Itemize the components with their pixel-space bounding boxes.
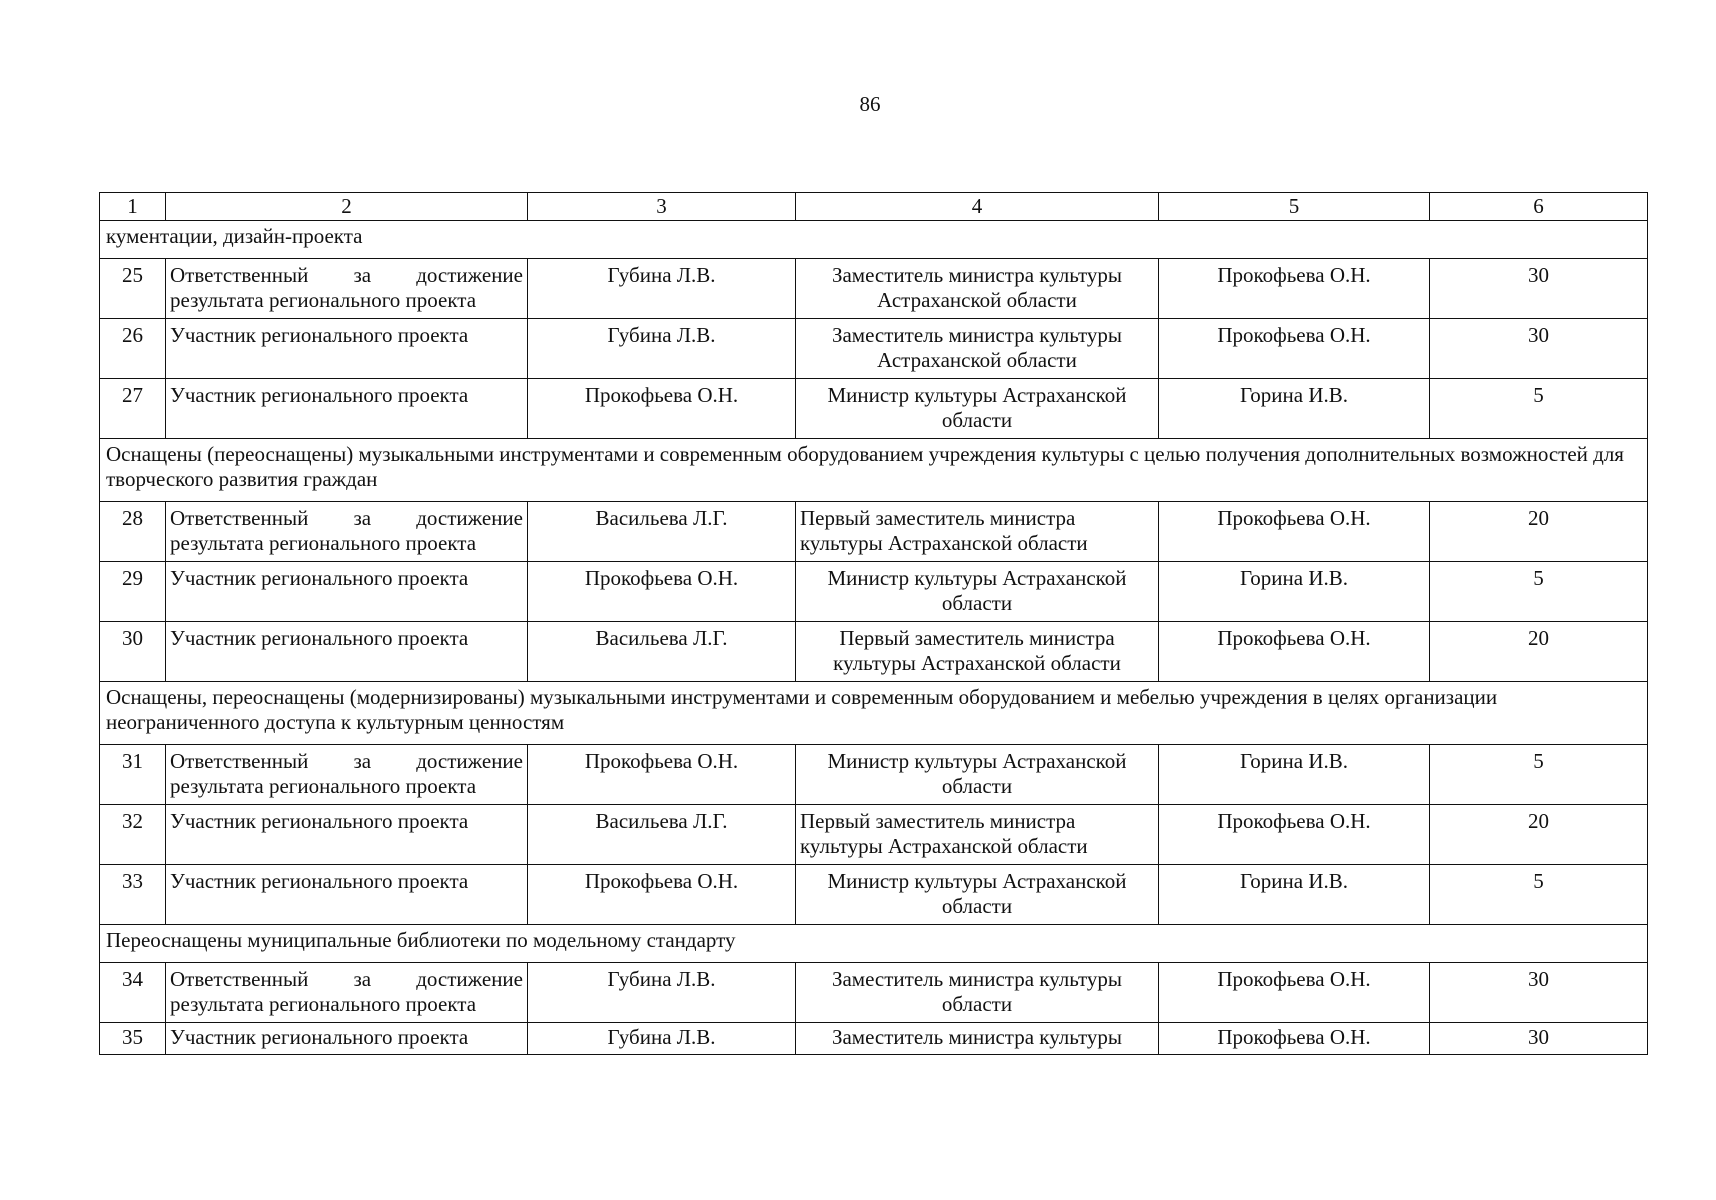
table-row [100,622,1648,682]
share-value: 20 [1430,805,1648,865]
role-cell: Участник регионального проекта [166,379,528,439]
position-cell: Первый заместитель министра культуры Астраханской области [796,502,1159,562]
table-row [100,805,1648,865]
responsible-name: Васильева Л.Г. [528,622,796,682]
table-row [100,259,1648,319]
supervisor-name: Прокофьева О.Н. [1159,805,1430,865]
supervisor-name: Прокофьева О.Н. [1159,259,1430,319]
responsible-name: Прокофьева О.Н. [528,562,796,622]
row-number: 27 [100,379,166,439]
header-cell: 3 [528,193,796,221]
table-row [100,502,1648,562]
section-title: кументации, дизайн-проекта [100,221,1648,259]
responsible-name: Губина Л.В. [528,319,796,379]
role-cell: Участник регионального проекта [166,622,528,682]
share-value: 5 [1430,865,1648,925]
responsible-name: Губина Л.В. [528,963,796,1023]
role-cell: Участник регионального проекта [166,319,528,379]
header-cell: 2 [166,193,528,221]
role-cell: Участник регионального проекта [166,562,528,622]
role-cell: Участник регионального проекта [166,805,528,865]
section-title: Оснащены (переоснащены) музыкальными инструментами и современным оборудованием учреждения культуры с целью получения дополнительных возможностей для творческого развития граждан [100,439,1648,502]
position-cell: Первый заместитель министра культуры Астраханской области [796,805,1159,865]
position-cell: Министр культуры Астраханской области [796,562,1159,622]
role-cell: Участник регионального проекта [166,1023,528,1055]
table-row [100,865,1648,925]
row-number: 31 [100,745,166,805]
table-row [100,1023,1648,1055]
section-row [100,439,1648,502]
header-cell: 4 [796,193,1159,221]
row-number: 33 [100,865,166,925]
section-row [100,682,1648,745]
role-cell: Ответственный за достижение результата регионального проекта [166,259,528,319]
supervisor-name: Прокофьева О.Н. [1159,502,1430,562]
supervisor-name: Горина И.В. [1159,865,1430,925]
supervisor-name: Прокофьева О.Н. [1159,1023,1430,1055]
responsibility-table [99,192,1648,1055]
supervisor-name: Горина И.В. [1159,745,1430,805]
section-title: Переоснащены муниципальные библиотеки по модельному стандарту [100,925,1648,963]
role-cell: Ответственный за достижение результата регионального проекта [166,502,528,562]
table-row [100,379,1648,439]
supervisor-name: Прокофьева О.Н. [1159,963,1430,1023]
row-number: 25 [100,259,166,319]
supervisor-name: Прокофьева О.Н. [1159,622,1430,682]
header-row [100,193,1648,221]
row-number: 30 [100,622,166,682]
position-cell: Первый заместитель министра культуры Астраханской области [796,622,1159,682]
row-number: 26 [100,319,166,379]
row-number: 34 [100,963,166,1023]
role-cell: Ответственный за достижение результата регионального проекта [166,745,528,805]
position-cell: Заместитель министра культуры области [796,963,1159,1023]
position-cell: Министр культуры Астраханской области [796,865,1159,925]
responsible-name: Васильева Л.Г. [528,502,796,562]
responsible-name: Губина Л.В. [528,1023,796,1055]
role-cell: Участник регионального проекта [166,865,528,925]
page-number: 86 [859,92,881,116]
share-value: 20 [1430,622,1648,682]
responsible-name: Прокофьева О.Н. [528,379,796,439]
position-cell: Министр культуры Астраханской области [796,379,1159,439]
position-cell: Заместитель министра культуры Астраханской области [796,319,1159,379]
supervisor-name: Прокофьева О.Н. [1159,319,1430,379]
position-cell: Министр культуры Астраханской области [796,745,1159,805]
share-value: 5 [1430,745,1648,805]
share-value: 30 [1430,1023,1648,1055]
table-row [100,562,1648,622]
header-cell: 6 [1430,193,1648,221]
header-cell: 1 [100,193,166,221]
supervisor-name: Горина И.В. [1159,562,1430,622]
share-value: 20 [1430,502,1648,562]
row-number: 32 [100,805,166,865]
responsible-name: Губина Л.В. [528,259,796,319]
share-value: 30 [1430,259,1648,319]
section-row [100,925,1648,963]
supervisor-name: Горина И.В. [1159,379,1430,439]
position-cell: Заместитель министра культуры Астраханской области [796,259,1159,319]
share-value: 30 [1430,319,1648,379]
row-number: 35 [100,1023,166,1055]
responsible-name: Прокофьева О.Н. [528,745,796,805]
responsible-name: Прокофьева О.Н. [528,865,796,925]
share-value: 5 [1430,379,1648,439]
row-number: 28 [100,502,166,562]
section-title: Оснащены, переоснащены (модернизированы) музыкальными инструментами и современным оборудованием и мебелью учреждения в целях организации неограниченного доступа к культурным ценностям [100,682,1648,745]
section-row [100,221,1648,259]
header-cell: 5 [1159,193,1430,221]
table-row [100,963,1648,1023]
role-cell: Ответственный за достижение результата регионального проекта [166,963,528,1023]
position-cell: Заместитель министра культуры [796,1023,1159,1055]
share-value: 30 [1430,963,1648,1023]
table-row [100,319,1648,379]
share-value: 5 [1430,562,1648,622]
responsible-name: Васильева Л.Г. [528,805,796,865]
table-row [100,745,1648,805]
row-number: 29 [100,562,166,622]
